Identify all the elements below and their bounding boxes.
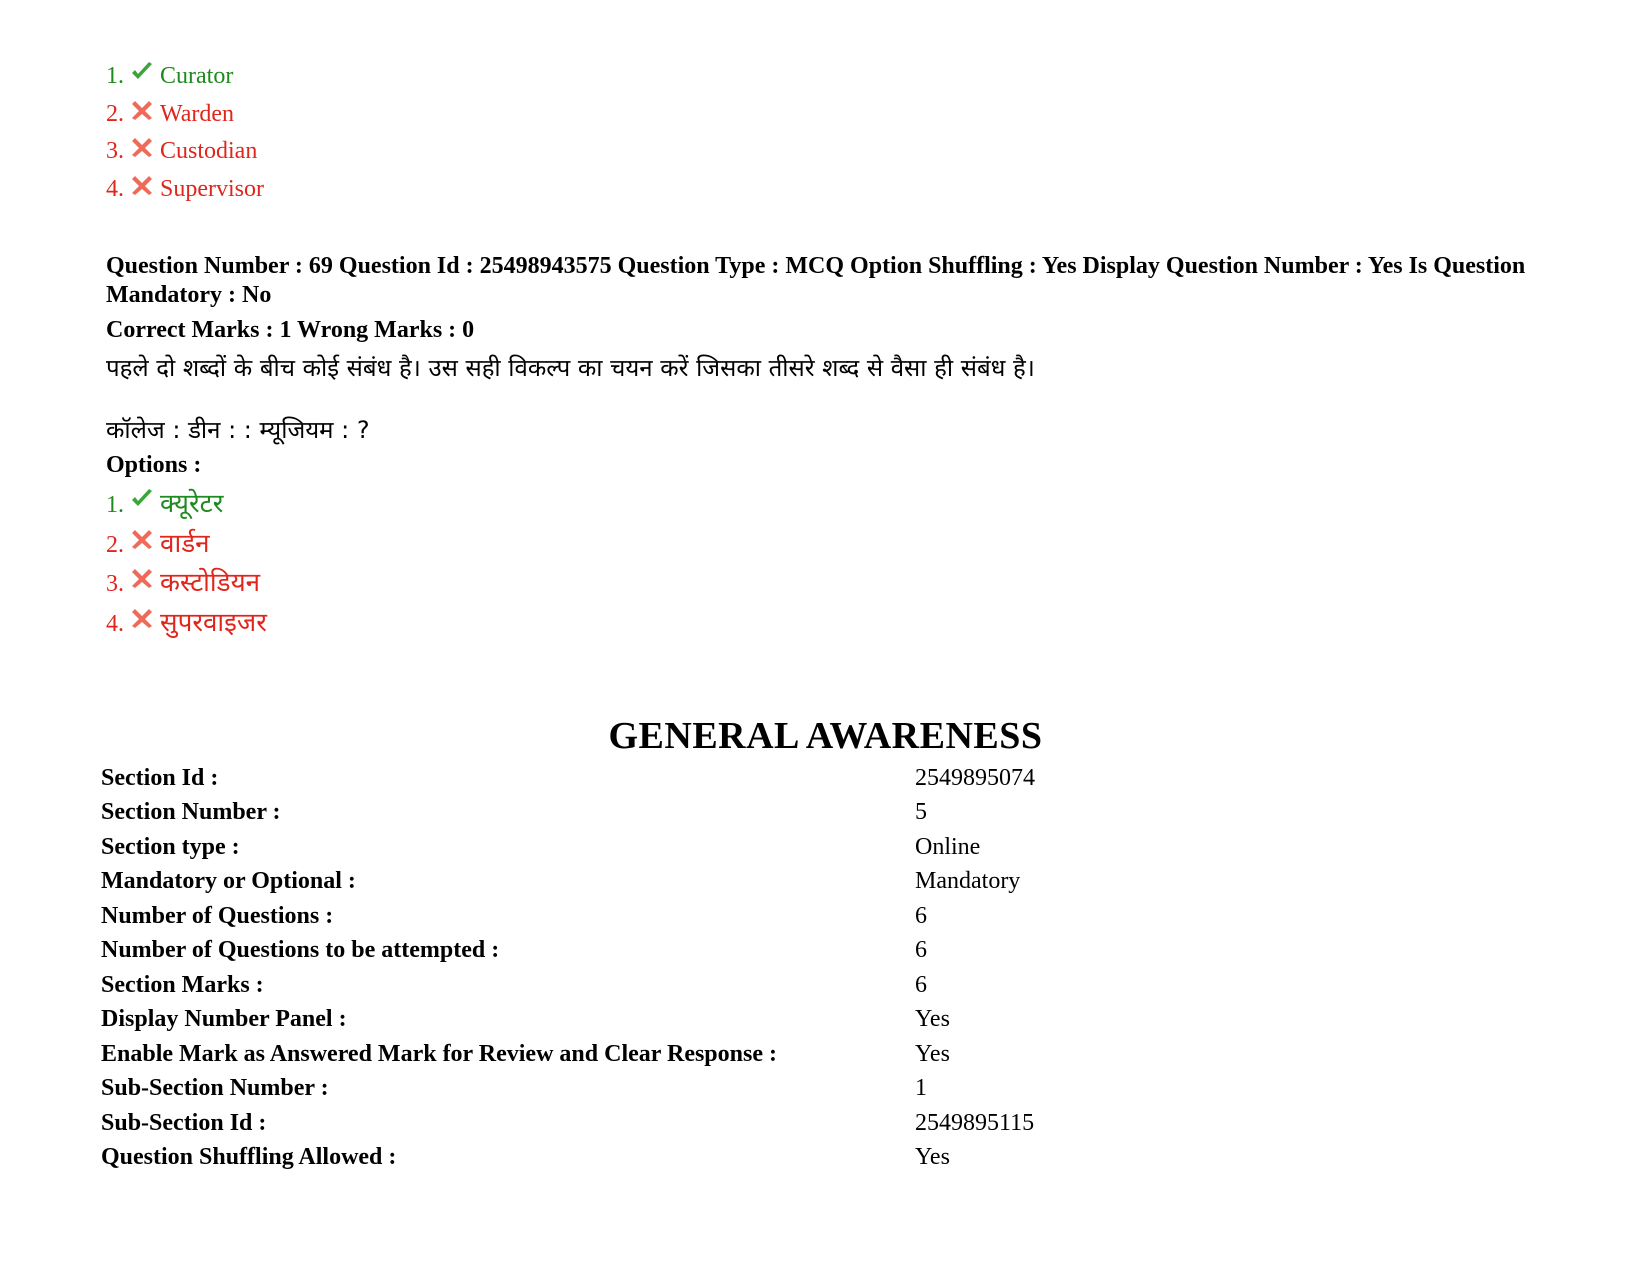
row-label: Section Number : — [101, 799, 281, 826]
cross-icon — [130, 606, 154, 630]
row-label: Section type : — [101, 833, 240, 860]
row-value: 2549895115 — [915, 1109, 1035, 1136]
table-row — [101, 968, 1301, 1003]
row-value: Online — [915, 833, 981, 860]
section-title: GENERAL AWARENESS — [608, 715, 1043, 757]
row-label: Number of Questions to be attempted : — [101, 937, 500, 964]
row-label: Number of Questions : — [101, 902, 334, 929]
table-row — [101, 899, 1301, 934]
option-number: 1. — [106, 492, 124, 518]
row-label: Display Number Panel : — [101, 1006, 347, 1033]
question-marks: Correct Marks : 1 Wrong Marks : 0 — [106, 317, 475, 343]
row-label: Enable Mark as Answered Mark for Review and Clear Response : — [101, 1040, 777, 1067]
question-analogy: कॉलेज : डीन : : म्यूजियम : ? — [106, 416, 370, 444]
question-options-list — [106, 485, 267, 643]
table-row — [101, 1141, 1301, 1176]
option-text: Supervisor — [160, 175, 264, 202]
option-text: Custodian — [160, 138, 258, 164]
table-row — [101, 830, 1301, 865]
table-row — [101, 1072, 1301, 1107]
option-item — [106, 171, 264, 209]
row-value: 6 — [915, 971, 927, 998]
table-row — [101, 934, 1301, 969]
option-item — [106, 525, 267, 565]
row-value: Yes — [915, 1006, 950, 1033]
cross-icon — [130, 173, 154, 197]
row-label: Section Id : — [101, 764, 219, 791]
check-icon — [130, 60, 154, 84]
cross-icon — [130, 98, 154, 122]
option-number: 1. — [106, 63, 124, 89]
option-text: वार्डन — [160, 528, 210, 559]
row-label: Sub-Section Number : — [101, 1075, 329, 1102]
option-text: सुपरवाइजर — [160, 607, 267, 638]
section-info-table — [101, 761, 1301, 1175]
option-item — [106, 604, 267, 644]
row-label: Mandatory or Optional : — [101, 868, 356, 895]
row-label: Section Marks : — [101, 971, 264, 998]
row-value: 6 — [915, 937, 927, 964]
row-value: Mandatory — [915, 868, 1021, 895]
check-icon — [130, 487, 154, 511]
row-value: Yes — [915, 1040, 950, 1067]
cross-icon — [130, 527, 154, 551]
table-row — [101, 865, 1301, 900]
option-item — [106, 564, 267, 604]
question-text: पहले दो शब्दों के बीच कोई संबंध है। उस सही विकल्प का चयन करें जिसका तीसरे शब्द से वैसा ही संबंध है। — [106, 354, 1035, 382]
row-value: Yes — [915, 1144, 950, 1171]
option-text: क्यूरेटर — [160, 489, 224, 519]
table-row — [101, 1106, 1301, 1141]
option-number: 3. — [106, 138, 124, 164]
table-row — [101, 1037, 1301, 1072]
options-label: Options : — [106, 452, 202, 478]
option-item — [106, 485, 267, 525]
table-row — [101, 761, 1301, 796]
question-meta: Question Number : 69 Question Id : 25498943575 Question Type : MCQ Option Shuffling : Yes Display Question Number : Yes Is Question Mandatory : No — [106, 253, 1526, 308]
option-text: Curator — [160, 63, 234, 89]
prev-options-list — [106, 58, 264, 208]
cross-icon — [130, 135, 154, 159]
row-label: Question Shuffling Allowed : — [101, 1144, 397, 1171]
option-item — [106, 58, 264, 96]
row-value: 5 — [915, 799, 927, 826]
cross-icon — [130, 566, 154, 590]
row-label: Sub-Section Id : — [101, 1109, 267, 1136]
table-row — [101, 796, 1301, 831]
option-item — [106, 133, 264, 171]
option-number: 4. — [106, 175, 124, 202]
row-value: 2549895074 — [915, 764, 1035, 791]
option-number: 4. — [106, 610, 124, 637]
table-row — [101, 1003, 1301, 1038]
option-item — [106, 96, 264, 134]
option-number: 3. — [106, 571, 124, 597]
option-text: Warden — [160, 100, 235, 127]
option-text: कस्टोडियन — [160, 568, 261, 598]
row-value: 6 — [915, 902, 927, 929]
option-number: 2. — [106, 100, 124, 127]
option-number: 2. — [106, 531, 124, 558]
row-value: 1 — [915, 1075, 927, 1102]
